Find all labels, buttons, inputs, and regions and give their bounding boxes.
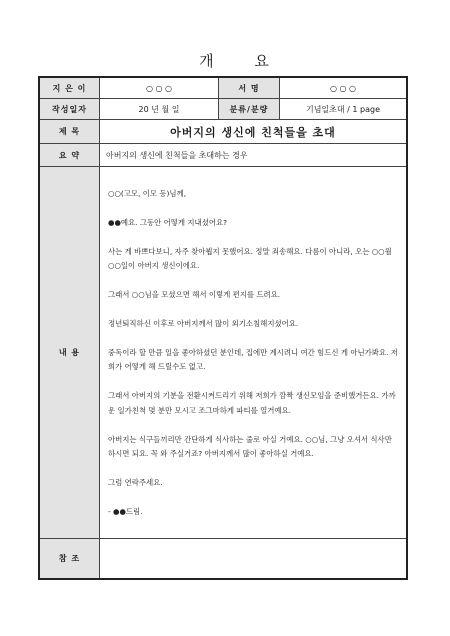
letter-paragraph: 사는 게 바쁘다보니, 자주 찾아뵙지 못했어요. 정말 죄송해요. 다름이 아니라, 오는 ○○월 ○○일이 아버지 생신이에요. xyxy=(108,246,392,271)
category-value: 기념일초대 / 1 page xyxy=(305,104,381,114)
subject-value: 아버지의 생신에 친척들을 초대 xyxy=(170,125,336,139)
row-reference xyxy=(40,539,406,578)
name-value: ○ ○ ○ xyxy=(329,83,357,93)
summary-form xyxy=(38,76,408,580)
letter-paragraph: ●●예요. 그동안 어떻게 지내셨어요? xyxy=(108,217,228,227)
date-value: 20 년 월 일 xyxy=(100,99,219,119)
row-summary xyxy=(40,144,406,167)
reference-value xyxy=(100,539,406,578)
content-label: 내 용 xyxy=(40,167,100,538)
letter-paragraph: 중독이라 할 만큼 일을 좋아하셨던 분인데, 집에만 계시려니 여간 힘드신 게 아닌가봐요. 저희가 어떻게 해 드릴수도 없고. xyxy=(108,347,398,372)
letter-body xyxy=(108,187,398,534)
letter-paragraph: 그럼 연락주세요. xyxy=(108,477,163,487)
category-label: 분류/분량 xyxy=(219,99,280,119)
letter-paragraph: 그래서 ○○님을 모셨으면 해서 이렇게 편지를 드려요. xyxy=(108,290,281,300)
letter-paragraph: - ●●드림. xyxy=(108,506,143,516)
document-title: 개 요 xyxy=(199,52,287,70)
letter-paragraph: 아버지는 식구들끼리만 간단하게 식사하는 줄로 아실 거예요. ○○님, 그냥 오셔서 식사만 하시면 되요. 꼭 와 주실거죠? 아버지께서 많이 좋아하실 거예요. xyxy=(108,434,392,458)
reference-label: 참 조 xyxy=(40,539,100,578)
author-label: 지 은 이 xyxy=(40,78,100,98)
row-content xyxy=(40,167,406,539)
name-label: 서 명 xyxy=(219,78,280,98)
row-author xyxy=(40,78,406,99)
summary-value: 아버지의 생신에 친척들을 초대하는 경우 xyxy=(106,150,248,160)
letter-paragraph: ○○(고모, 이모 등)님께, xyxy=(108,189,187,198)
letter-paragraph: 그래서 아버지의 기분을 전환시켜드리기 위해 저희가 깜짝 생신모임을 준비했거든요. 가까운 일가친척 몇 분만 모시고 조그마하게 파티를 열거예요. xyxy=(108,391,396,415)
date-label: 작성일자 xyxy=(40,99,100,119)
summary-label: 요 약 xyxy=(40,144,100,166)
row-date xyxy=(40,99,406,120)
letter-paragraph: 정년퇴직하신 이후로 아버지께서 많이 외기소침해지셨어요. xyxy=(108,319,299,329)
row-subject xyxy=(40,120,406,144)
subject-label: 제 목 xyxy=(40,120,100,143)
author-value: ○ ○ ○ xyxy=(100,78,219,98)
